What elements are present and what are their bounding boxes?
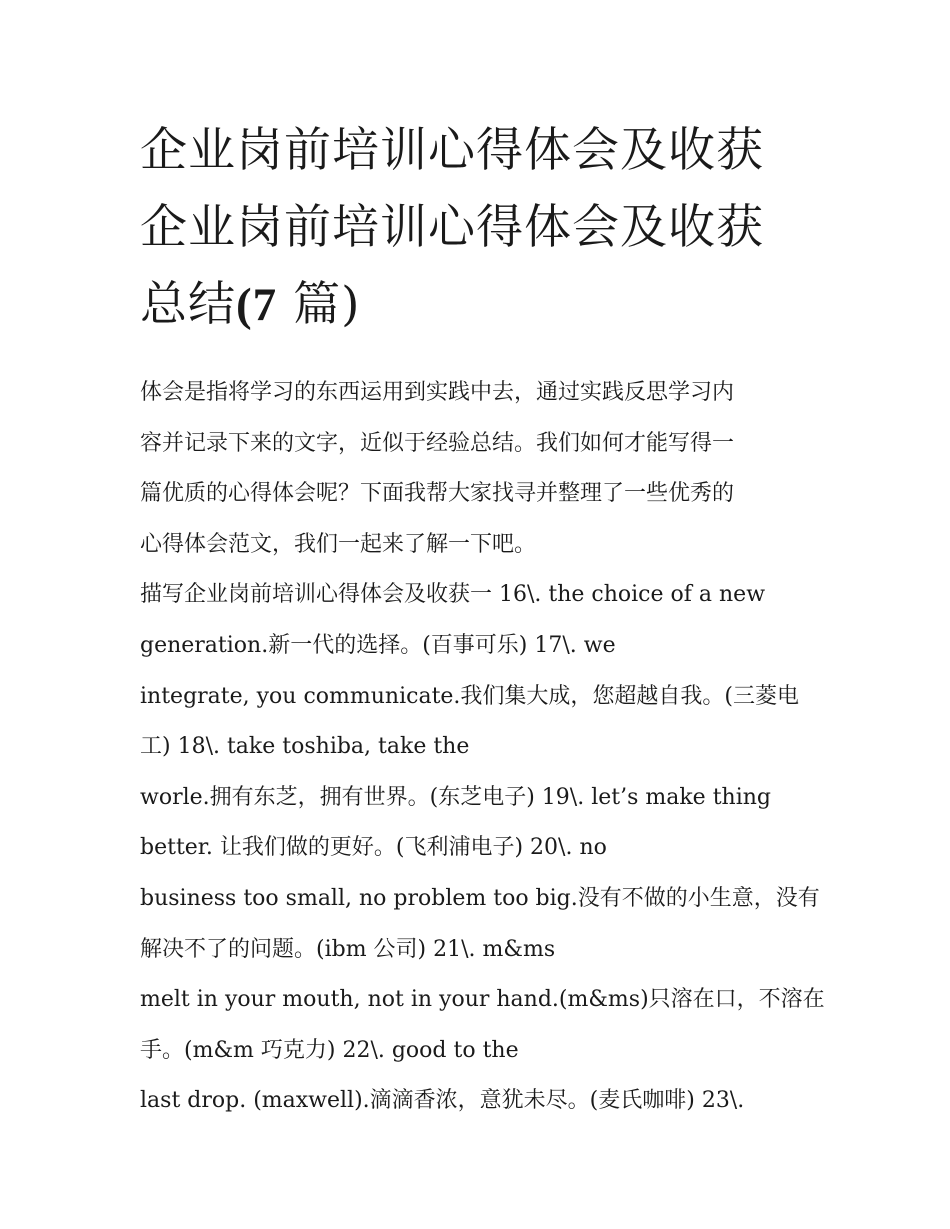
body-line-15: last drop. (maxwell).滴滴香浓，意犹未尽。(麦氏咖啡) 23\. (140, 1088, 745, 1114)
body-line-3: 篇优质的心得体会呢？下面我帮大家找寻并整理了一些优秀的 (140, 481, 735, 507)
body-line-5: 描写企业岗前培训心得体会及收获一 16\. the choice of a new (140, 582, 766, 608)
body-line-6: generation.新一代的选择。(百事可乐) 17\. we (140, 632, 616, 658)
title-line-2: 企业岗前培训心得体会及收获 (140, 200, 764, 255)
body-line-7: integrate, you communicate.我们集大成，您超越自我。(三菱电 (140, 683, 800, 709)
body-line-2: 容并记录下来的文字，近似于经验总结。我们如何才能写得一 (140, 430, 735, 456)
body-line-8: 工) 18\. take toshiba, take the (140, 734, 470, 760)
title-line-3-suffix: 篇) (277, 277, 361, 332)
document-body (140, 368, 825, 1127)
document-page (140, 112, 825, 1127)
body-line-12: 解决不了的问题。(ibm 公司) 21\. m&ms (140, 936, 556, 962)
title-line-3-prefix: 总结 (140, 277, 236, 332)
body-line-1: 体会是指将学习的东西运用到实践中去，通过实践反思学习内 (140, 380, 735, 405)
body-line-4: 心得体会范文，我们一起来了解一下吧。 (140, 531, 537, 557)
document-title (140, 112, 812, 344)
title-line-3-number: (7 (236, 279, 278, 331)
body-line-14: 手。(m&m 巧克力) 22\. good to the (140, 1037, 519, 1063)
body-line-10: better. 让我们做的更好。(飞利浦电子) 20\. no (140, 835, 607, 861)
title-line-3 (140, 266, 812, 344)
body-line-11: business too small, no problem too big.没有不做的小生意，没有 (140, 885, 820, 911)
body-line-13: melt in your mouth, not in your hand.(m&ms)只溶在口，不溶在 (140, 987, 825, 1013)
title-line-1: 企业岗前培训心得体会及收获 (140, 123, 764, 178)
body-line-9: worle.拥有东芝，拥有世界。(东芝电子) 19\. let’s make thing (140, 784, 771, 810)
